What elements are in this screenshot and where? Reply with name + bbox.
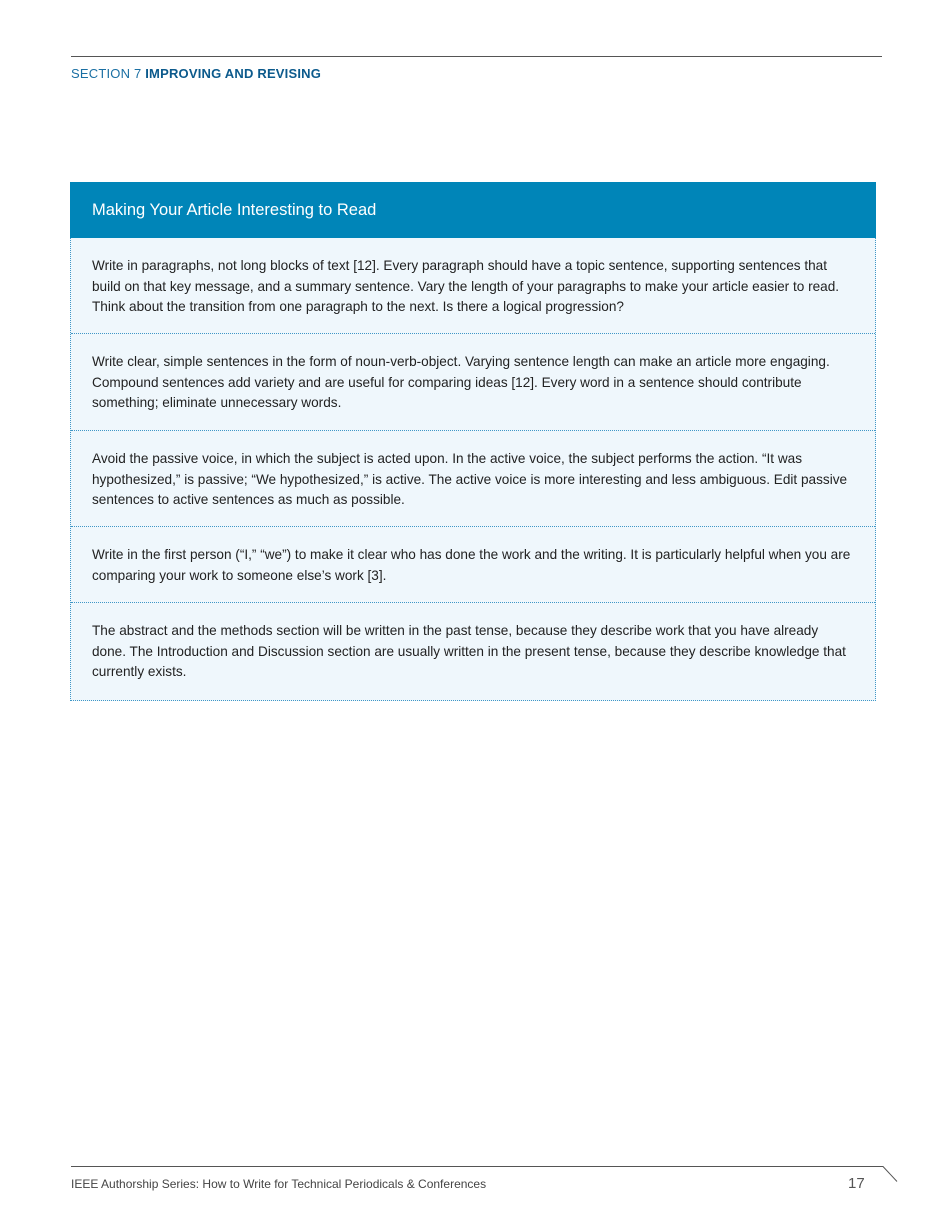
tip-passive-voice: Avoid the passive voice, in which the subject is acted upon. In the active voice, the subject performs the action. “It was hypothesized,” is passive; “We hypothesized,” is active. The active voice is more interesting and less ambiguous. Edit passive sentences to active sentences as much as possible. — [71, 431, 875, 527]
tip-tense: The abstract and the methods section will be written in the past tense, because they describe work that you have already done. The Introduction and Discussion section are usually written in the present tense, because they describe knowledge that currently exists. — [92, 623, 846, 680]
footer-rule — [71, 1166, 876, 1167]
tips-box-body — [70, 238, 876, 701]
tip-first-person: Write in the first person (“I,” “we”) to make it clear who has done the work and the writing. It is particularly helpful when you are comparing your work to someone else’s work [3]. — [71, 527, 875, 603]
tips-box — [70, 182, 876, 701]
section-label: SECTION 7 — [71, 66, 142, 81]
footer-series-title: IEEE Authorship Series: How to Write for Technical Periodicals & Conferences — [71, 1177, 487, 1191]
footer-corner-decoration — [874, 1160, 904, 1190]
tips-box-title: Making Your Article Interesting to Read — [92, 200, 377, 219]
section-heading — [71, 66, 321, 81]
tip-paragraphs: Write in paragraphs, not long blocks of text [12]. Every paragraph should have a topic sentence, supporting sentences that build on that key message, and a summary sentence. Vary the length of your paragraphs to make your article easier to read. Think about the transition from one paragraph to the next. Is there a logical progression? — [71, 238, 875, 334]
tips-box-header — [70, 182, 876, 238]
page-number: 17 — [848, 1175, 865, 1192]
tip-sentences: Write clear, simple sentences in the form of noun-verb-object. Varying sentence length can make an article more engaging. Compound sentences add variety and are useful for comparing ideas [12]. Every word in a sentence should contribute something; eliminate unnecessary words. — [71, 334, 875, 431]
header-rule — [71, 56, 882, 57]
section-title: IMPROVING AND REVISING — [145, 66, 322, 81]
